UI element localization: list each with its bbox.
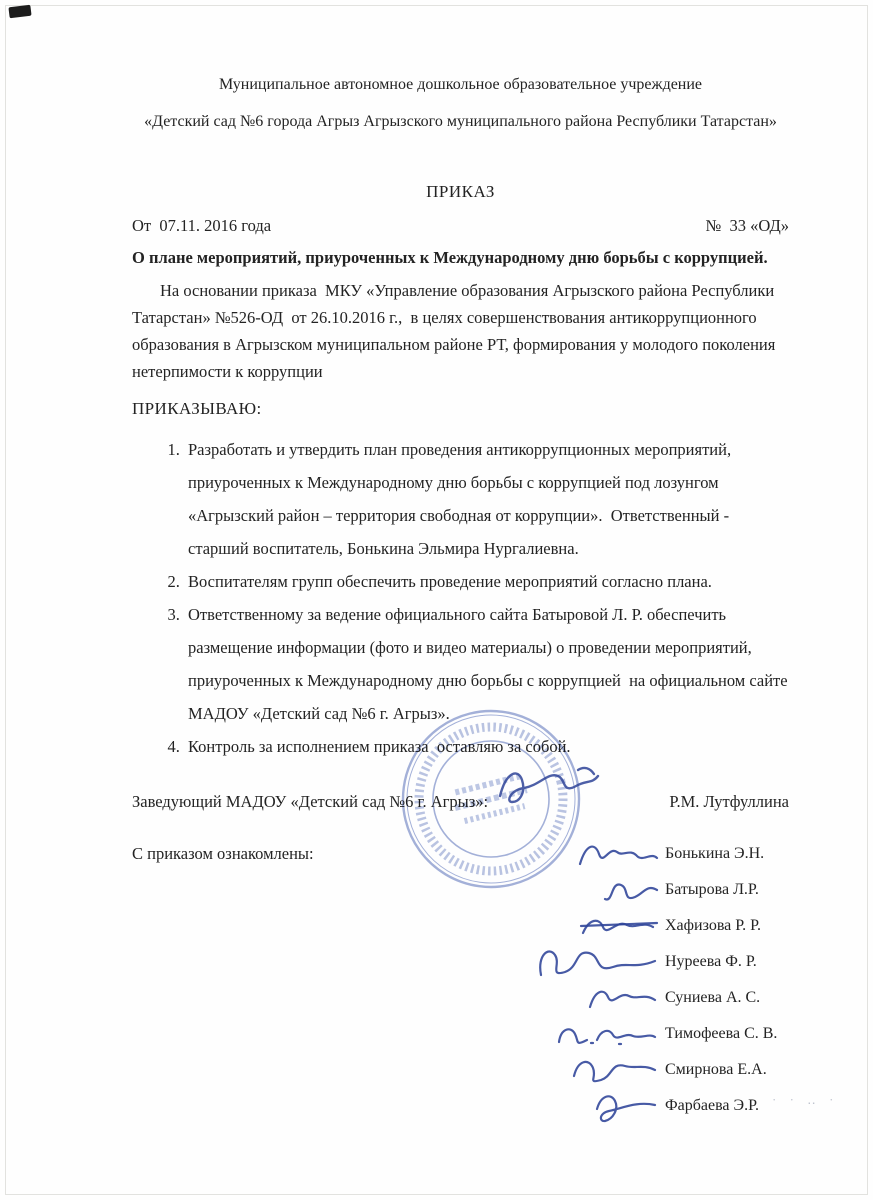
order-number: № 33 «ОД» xyxy=(705,216,789,235)
order-item xyxy=(184,565,789,598)
document-title: ПРИКАЗ xyxy=(426,182,495,201)
order-subject: О плане мероприятий, приуроченных к Международному дню борьбы с коррупцией. xyxy=(132,248,768,267)
head-title-label: Заведующий МАДОУ «Детский сад №6 г. Агрыз»: xyxy=(132,792,489,811)
signer-name: Смирнова Е.А. xyxy=(665,1061,767,1078)
order-date: От 07.11. 2016 года xyxy=(132,216,272,235)
signer-name: Батырова Л.Р. xyxy=(665,881,759,898)
signer-name: Хафизова Р. Р. xyxy=(665,917,762,934)
order-item-text: Контроль за исполнением приказа оставляю за собой. xyxy=(188,737,571,756)
signature-row xyxy=(469,908,789,944)
signature-row xyxy=(469,980,789,1016)
acknowledged-label: С приказом ознакомлены: xyxy=(132,844,314,863)
signature-row xyxy=(469,944,789,980)
org-name-line2: «Детский сад №6 города Агрыз Агрызского муниципального района Республики Татарстан» xyxy=(144,113,777,130)
signature-scribble xyxy=(553,1018,661,1050)
signature-row xyxy=(469,1052,789,1088)
signer-name: Тимофеева С. В. xyxy=(665,1025,778,1042)
signature-scribble xyxy=(577,911,661,941)
signature-scribble xyxy=(597,875,661,905)
head-name: Р.М. Лутфуллина xyxy=(669,792,789,811)
order-item xyxy=(184,433,789,565)
head-signature-scribble xyxy=(492,762,604,808)
order-item-text: Воспитателям групп обеспечить проведение мероприятий согласно плана. xyxy=(188,572,712,591)
order-preamble: На основании приказа МКУ «Управление образования Агрызского района Республики Татарстан» №526-ОД от 26.10.2016 г., в целях совершенствования антикоррупционного образования в Агрызском муниципальном районе РТ, формирования у молодого поколения нетерпимости к коррупции xyxy=(132,281,780,381)
signature-scribble xyxy=(569,1054,661,1086)
signer-name: Суниева А. С. xyxy=(665,989,761,1006)
decree-word: ПРИКАЗЫВАЮ: xyxy=(132,399,262,418)
signer-name: Фарбаева Э.Р. xyxy=(665,1097,759,1114)
faint-pencil-marks: · · ‥ · xyxy=(772,1092,839,1107)
organization-header xyxy=(132,74,789,133)
signer-name: Нуреева Ф. Р. xyxy=(665,953,757,970)
signature-scribble xyxy=(535,943,661,981)
signature-row xyxy=(469,1088,789,1124)
signer-name: Бонькина Э.Н. xyxy=(665,845,765,862)
signature-scribble xyxy=(589,1089,661,1123)
order-meta-row xyxy=(132,215,789,237)
signature-scribble xyxy=(585,983,661,1013)
org-name-line1: Муниципальное автономное дошкольное образовательное учреждение xyxy=(218,76,703,93)
signature-row xyxy=(469,1016,789,1052)
order-item-text: Ответственному за ведение официального сайта Батыровой Л. Р. обеспечить размещение информации (фото и видео материалы) о проведении мероприятий, приуроченных к Международному дню борьбы с коррупцией на официальном сайте МАДОУ «Детский сад №6 г. Агрыз». xyxy=(188,605,792,723)
order-item-text: Разработать и утвердить план проведения антикоррупционных мероприятий, приуроченных к Международному дню борьбы с коррупцией под лозунгом «Агрызский район – территория свободная от коррупции». Ответственный - старший воспитатель, Бонькина Эльмира Нургалиевна. xyxy=(188,440,736,558)
